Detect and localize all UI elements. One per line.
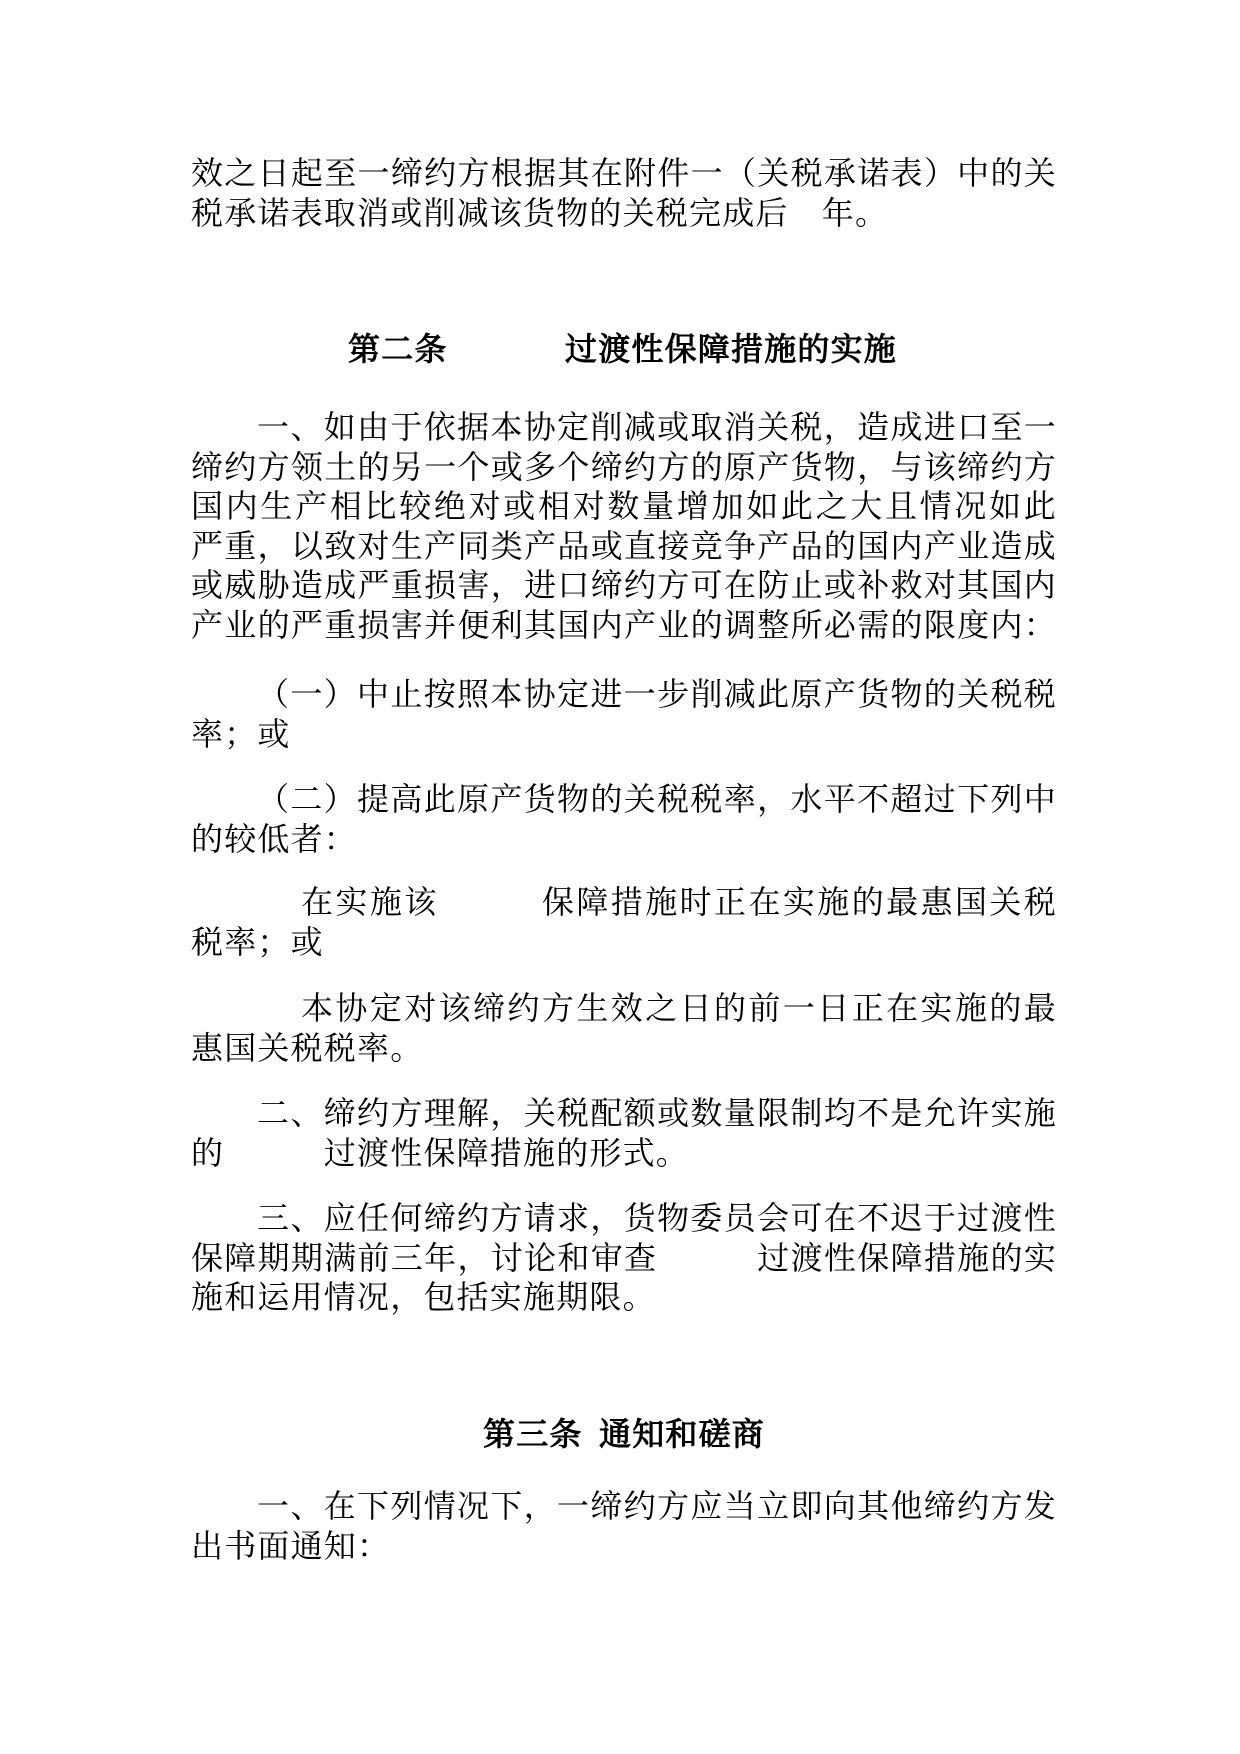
article-2-paragraph-1 [191, 408, 1057, 645]
text-line: 惠国关税税率。 [191, 1028, 424, 1067]
article-2-paragraph-2 [191, 1094, 1057, 1173]
text-line: 在实施该 保障措施时正在实施的最惠国关税 [301, 883, 1057, 921]
article-2-subitem-2 [191, 989, 1057, 1068]
article-3-paragraph-1 [191, 1487, 1057, 1566]
article-2-item-1 [191, 675, 1057, 754]
text-line: （一）中止按照本协定进一步削减此原产货物的关税税 [257, 675, 1057, 713]
text-line: 一、在下列情况下，一缔约方应当立即向其他缔约方发 [257, 1487, 1057, 1525]
text-line: 缔约方领土的另一个或多个缔约方的原产货物，与该缔约方 [191, 447, 1057, 486]
text-line: 一、如由于依据本协定削减或取消关税，造成进口至一 [257, 408, 1057, 446]
text-line: 本协定对该缔约方生效之日的前一日正在实施的最 [301, 989, 1057, 1027]
text-line: 或威胁造成严重损害，进口缔约方可在防止或补救对其国内 [191, 566, 1057, 604]
text-line: 效之日起至一缔约方根据其在附件一（关税承诺表）中的关 [191, 154, 1057, 192]
article-3-title: 通知和磋商 [599, 1415, 766, 1453]
article-2-title: 过渡性保障措施的实施 [565, 330, 898, 368]
text-line: 施和运用情况，包括实施期限。 [191, 1278, 656, 1316]
text-line: 产业的严重损害并便利其国内产业的调整所必需的限度内： [191, 605, 1057, 644]
text-line: 国内生产相比较绝对或相对数量增加如此之大且情况如此 [191, 487, 1057, 525]
article-2-heading [0, 330, 1240, 370]
continuation-paragraph [191, 154, 1057, 233]
article-3-heading [0, 1415, 1240, 1455]
text-line: 严重，以致对生产同类产品或直接竞争产品的国内产业造成 [191, 526, 1057, 565]
text-line: 率；或 [191, 714, 291, 753]
article-2-number: 第二条 [348, 330, 448, 368]
text-line: （二）提高此原产货物的关税税率，水平不超过下列中 [257, 780, 1057, 818]
text-line: 税率；或 [191, 922, 324, 961]
text-line: 的 过渡性保障措施的形式。 [191, 1133, 690, 1172]
article-2-subitem-1 [191, 883, 1057, 962]
text-line: 出书面通知： [191, 1526, 391, 1565]
text-line: 保障期期满前三年，讨论和审查 过渡性保障措施的实 [191, 1238, 1057, 1277]
article-2-item-2 [191, 780, 1057, 859]
article-2-paragraph-3 [191, 1199, 1057, 1318]
text-line: 二、缔约方理解，关税配额或数量限制均不是允许实施 [257, 1094, 1057, 1132]
text-line: 税承诺表取消或削减该货物的关税完成后 年。 [191, 193, 889, 232]
article-3-number: 第三条 [483, 1415, 583, 1453]
text-line: 的较低者： [191, 819, 358, 858]
text-line: 三、应任何缔约方请求，货物委员会可在不迟于过渡性 [257, 1199, 1057, 1237]
